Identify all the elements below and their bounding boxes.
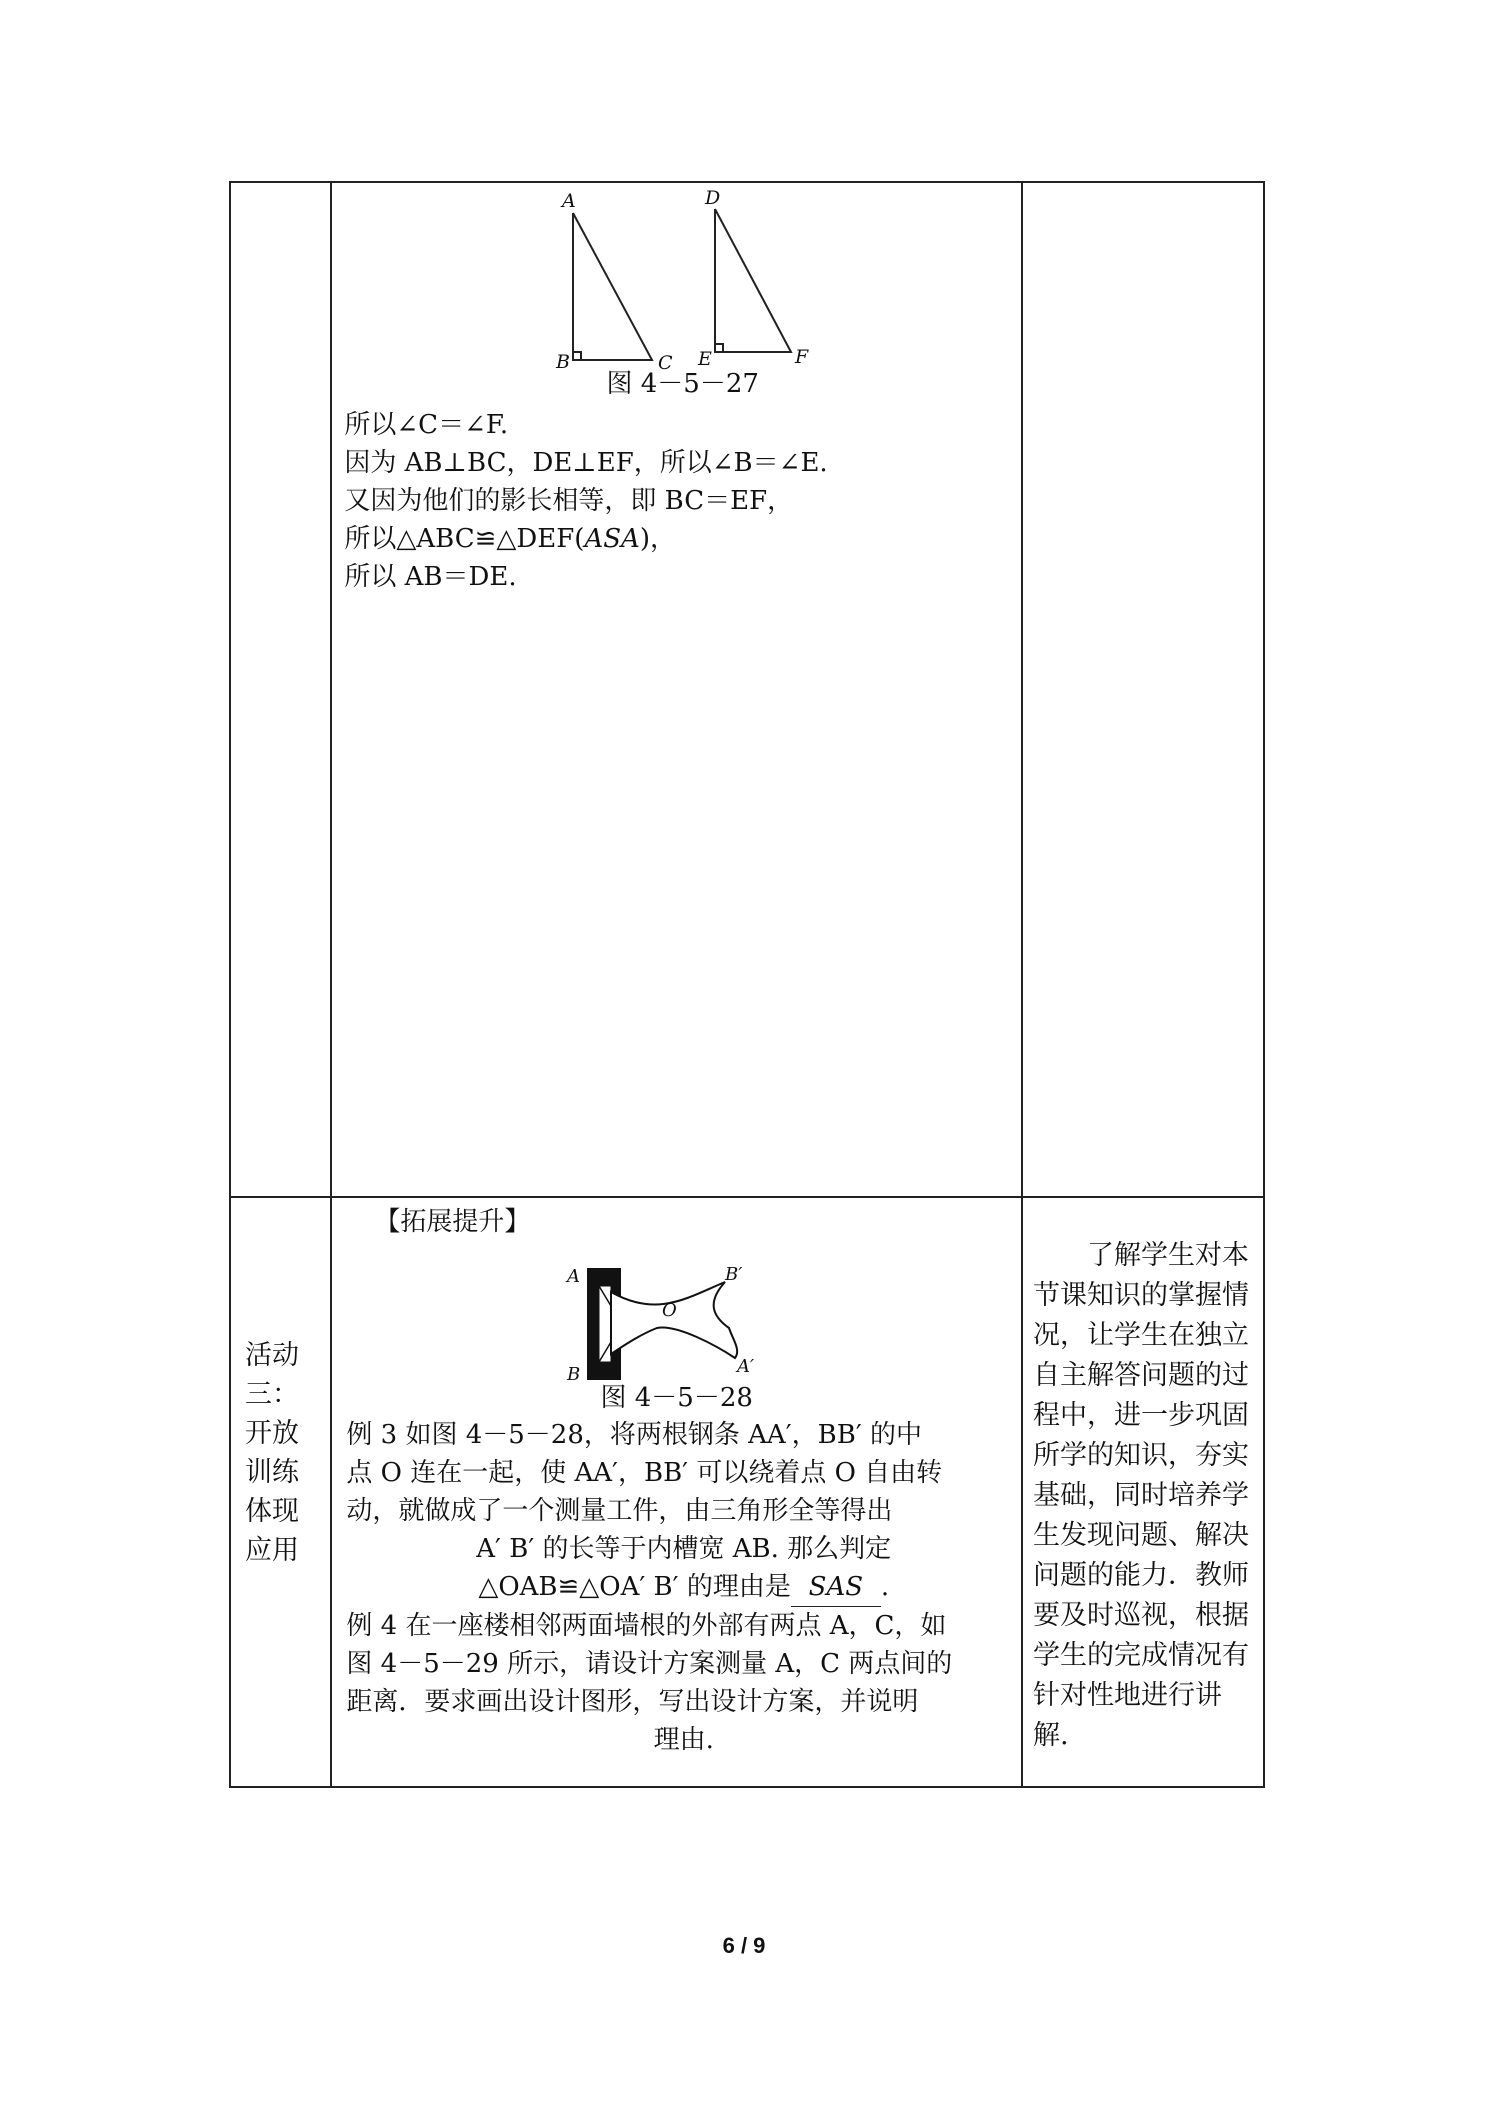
example3-question: △OAB≌△OA′ B′ 的理由是 [478,1572,791,1602]
asa-close: )， [639,524,676,554]
figure-caption-27: 图 4－5－27 [606,369,759,399]
triangle-def [715,209,791,352]
label-c: C [658,352,673,370]
label-b2: B [567,1364,581,1385]
label-a2: A [567,1266,581,1287]
section-heading: 【拓展提升】 [374,1207,531,1237]
label-b-prime: B′ [725,1264,743,1285]
label-a-prime: A′ [737,1356,755,1377]
proof-line-5: 所以 AB＝DE. [344,562,517,592]
row2-note-cell [1022,1197,1264,1787]
table-row [230,182,1264,1197]
row2-label-cell [230,1197,331,1787]
answer-blank: SAS [791,1568,881,1607]
figure-caption-28: 图 4－5－28 [600,1383,753,1413]
label-e: E [698,348,713,370]
proof-line-3: 又因为他们的影长相等，即 BC＝EF， [344,486,794,516]
example4-line: 距离．要求画出设计图形，写出设计方案，并说明 [346,1687,919,1717]
example3-line: 点 O 连在一起，使 AA′，BB′ 可以绕着点 O 自由转 [346,1458,943,1488]
right-angle-b [573,352,581,360]
label-b: B [556,351,571,370]
table-row [230,1197,1264,1787]
activity-label-line: 活动 [245,1340,299,1371]
example3-line: 动，就做成了一个测量工件，由三角形全等得出 [346,1496,893,1526]
measuring-tool-figure [557,1246,777,1386]
example3-line: A′ B′ 的长等于内槽宽 AB. 那么判定 [476,1534,892,1564]
example3-period: . [880,1572,890,1602]
activity-label-line: 三： [245,1379,299,1410]
activity-label-line: 开放 [245,1418,299,1449]
proof-line-4 [344,520,1021,558]
triangle-abc [573,213,652,360]
label-a: A [562,190,577,212]
asa-text: ASA [584,524,640,554]
proof-line-1: 所以∠C＝∠F. [344,410,509,440]
row1-label-cell [230,182,331,1197]
example3-line: 例 3 如图 4－5－28，将两根钢条 AA′，BB′ 的中 [346,1420,922,1450]
activity-label-line: 体现 [245,1496,299,1527]
activity-label [231,1198,330,1570]
lesson-table [229,181,1265,1788]
example4-line: 例 4 在一座楼相邻两面墙根的外部有两点 A，C，如 [346,1611,947,1641]
page-number: 6 / 9 [722,1933,766,1958]
example4-line: 理由. [653,1725,714,1755]
teaching-note: 了解学生对本节课知识的掌握情况，让学生在独立自主解答问题的过程中，进一步巩固所学的知识，夯实基础，同时培养学生发现问题、解决问题的能力．教师要及时巡视，根据学生的完成情况有针对性地进行讲解. [1033,1240,1250,1751]
triangles-figure [542,185,862,370]
example4-line: 图 4－5－29 所示，请设计方案测量 A，C 两点间的 [346,1649,953,1679]
label-d: D [705,187,721,209]
activity-label-line: 训练 [245,1457,299,1488]
row1-note-cell [1022,182,1264,1197]
example3-answer-line [346,1568,1021,1607]
right-angle-e [715,344,723,352]
proof-line-2: 因为 AB⊥BC，DE⊥EF，所以∠B＝∠E. [344,448,828,478]
row1-content-cell [331,182,1022,1197]
activity-label-line: 应用 [245,1535,299,1566]
label-f: F [795,346,809,368]
row2-content-cell [331,1197,1022,1787]
proof-line-4-text: 所以△ABC≌△DEF( [344,524,585,554]
label-o: O [662,1300,678,1321]
